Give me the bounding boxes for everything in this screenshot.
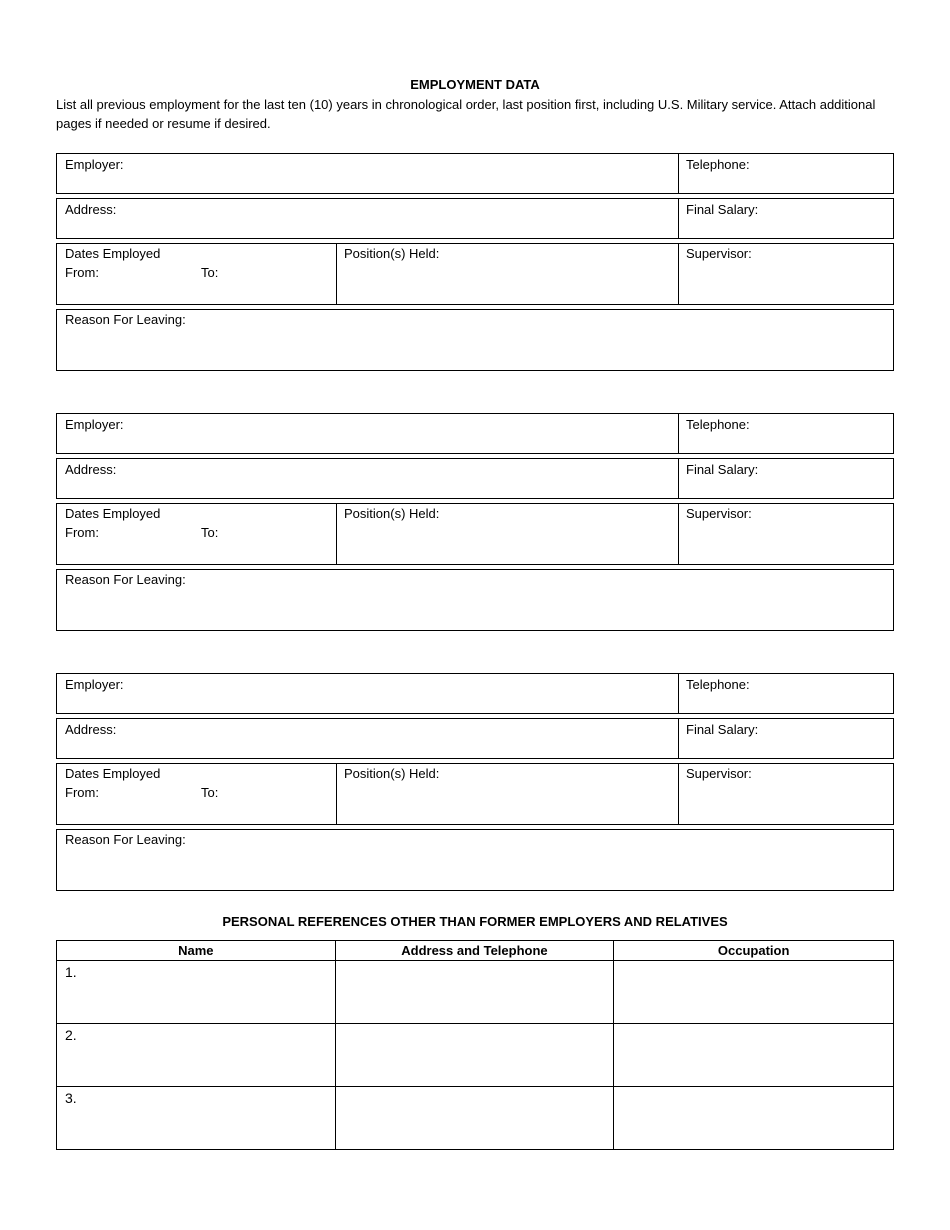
reason-for-leaving-label: Reason For Leaving: — [65, 312, 186, 327]
final-salary-label: Final Salary: — [686, 462, 759, 477]
address-row — [56, 718, 894, 759]
supervisor-label: Supervisor: — [686, 246, 752, 261]
from-label: From: — [65, 265, 99, 280]
intro-text: List all previous employment for the last ten (10) years in chronological order, last position first, including U.S. Military service. Attach additional pages if needed or resume if desired. — [56, 97, 876, 131]
positions-held-label: Position(s) Held: — [344, 766, 440, 781]
address-label: Address: — [65, 462, 117, 477]
supervisor-label: Supervisor: — [686, 506, 752, 521]
row-number: 1. — [65, 964, 77, 980]
references-header-row — [57, 941, 894, 961]
final-salary-label: Final Salary: — [686, 202, 759, 217]
reference-address-cell[interactable] — [335, 1087, 614, 1150]
table-row — [57, 1024, 894, 1087]
table-row — [57, 1087, 894, 1150]
to-label: To: — [201, 785, 219, 800]
supervisor-label: Supervisor: — [686, 766, 752, 781]
row-number: 2. — [65, 1027, 77, 1043]
reason-row — [56, 569, 894, 631]
reference-name-cell[interactable] — [57, 1024, 336, 1087]
column-header-address-telephone: Address and Telephone — [335, 941, 614, 961]
to-label: To: — [201, 265, 219, 280]
address-row — [56, 198, 894, 239]
reason-for-leaving-label: Reason For Leaving: — [65, 572, 186, 587]
employer-label: Employer: — [65, 157, 124, 172]
employer-row — [56, 413, 894, 454]
references-title: PERSONAL REFERENCES OTHER THAN FORMER EMPLOYERS AND RELATIVES — [222, 914, 728, 929]
reference-address-cell[interactable] — [335, 961, 614, 1024]
address-row — [56, 458, 894, 499]
from-label: From: — [65, 525, 99, 540]
reference-name-cell[interactable] — [57, 961, 336, 1024]
telephone-label: Telephone: — [686, 417, 750, 432]
dates-employed-label: Dates Employed — [65, 766, 161, 781]
reference-occupation-cell[interactable] — [614, 1087, 894, 1150]
reference-name-cell[interactable] — [57, 1087, 336, 1150]
dates-employed-label: Dates Employed — [65, 246, 161, 261]
references-table — [56, 940, 894, 1150]
reference-address-cell[interactable] — [335, 1024, 614, 1087]
row-number: 3. — [65, 1090, 77, 1106]
telephone-label: Telephone: — [686, 157, 750, 172]
table-row — [57, 961, 894, 1024]
to-label: To: — [201, 525, 219, 540]
address-label: Address: — [65, 202, 117, 217]
final-salary-label: Final Salary: — [686, 722, 759, 737]
column-header-name: Name — [57, 941, 336, 961]
dates-row — [56, 503, 894, 565]
reference-occupation-cell[interactable] — [614, 961, 894, 1024]
address-label: Address: — [65, 722, 117, 737]
page-title: EMPLOYMENT DATA — [410, 77, 540, 92]
employer-row — [56, 153, 894, 194]
reason-row — [56, 829, 894, 891]
column-header-occupation: Occupation — [614, 941, 894, 961]
dates-row — [56, 763, 894, 825]
dates-employed-label: Dates Employed — [65, 506, 161, 521]
dates-row — [56, 243, 894, 305]
from-label: From: — [65, 785, 99, 800]
telephone-label: Telephone: — [686, 677, 750, 692]
reason-row — [56, 309, 894, 371]
reason-for-leaving-label: Reason For Leaving: — [65, 832, 186, 847]
reference-occupation-cell[interactable] — [614, 1024, 894, 1087]
employer-row — [56, 673, 894, 714]
employer-label: Employer: — [65, 417, 124, 432]
positions-held-label: Position(s) Held: — [344, 506, 440, 521]
positions-held-label: Position(s) Held: — [344, 246, 440, 261]
employer-label: Employer: — [65, 677, 124, 692]
